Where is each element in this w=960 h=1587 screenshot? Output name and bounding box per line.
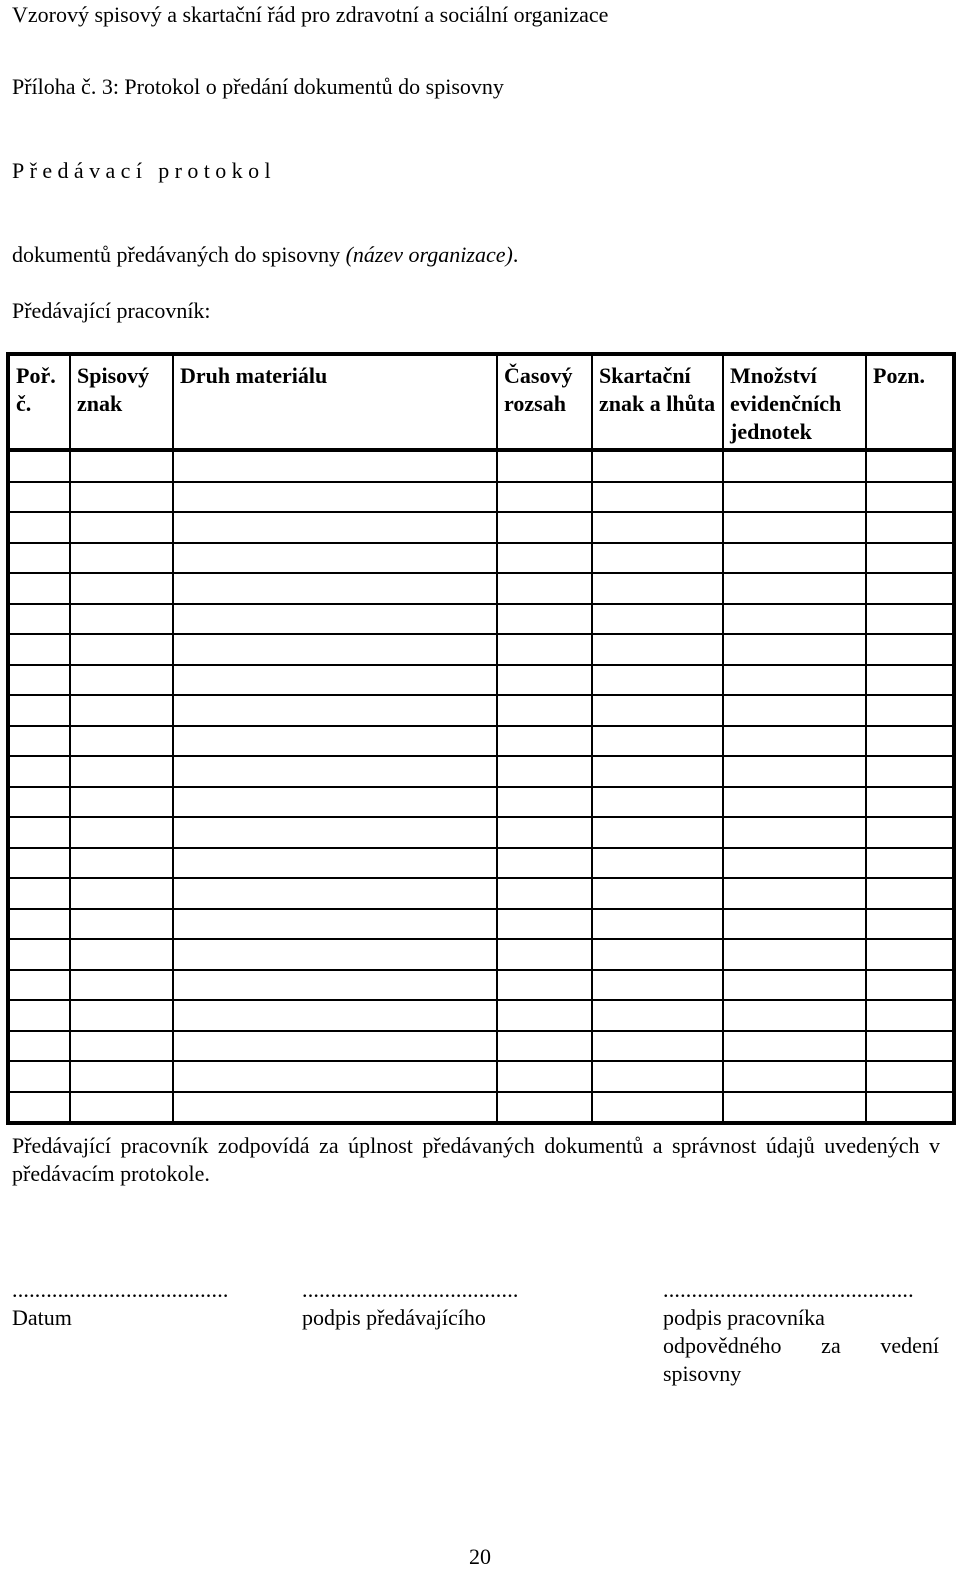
table-cell [173, 450, 497, 482]
table-cell [8, 634, 70, 665]
table-cell [866, 817, 954, 848]
table-cell [497, 1031, 592, 1062]
table-cell [723, 878, 866, 909]
archive-signature-block [663, 1276, 939, 1388]
table-row [8, 1000, 954, 1031]
table-row [8, 939, 954, 970]
table-header-row [8, 354, 954, 450]
table-cell [866, 1092, 954, 1124]
table-cell [866, 634, 954, 665]
table-cell [723, 665, 866, 696]
col-header-order-number: Poř. č. [8, 354, 70, 450]
table-cell [497, 878, 592, 909]
table-cell [70, 573, 173, 604]
table-cell [866, 604, 954, 635]
table-cell [723, 1092, 866, 1124]
table-cell [866, 1031, 954, 1062]
annex-title: Příloha č. 3: Protokol o předání dokumentů do spisovny [12, 74, 504, 99]
table-cell [173, 1092, 497, 1124]
table-cell [497, 665, 592, 696]
table-cell [497, 695, 592, 726]
table-cell [8, 970, 70, 1001]
table-cell [8, 848, 70, 879]
table-cell [866, 787, 954, 818]
table-cell [173, 848, 497, 879]
handover-signature-block [302, 1276, 519, 1332]
table-cell [173, 787, 497, 818]
table-cell [173, 1031, 497, 1062]
archive-signature-label-3: spisovny [663, 1361, 742, 1386]
col-header-file-mark: Spisový znak [70, 354, 173, 450]
document-header: Vzorový spisový a skartační řád pro zdravotní a sociální organizace [12, 2, 609, 27]
table-cell [497, 450, 592, 482]
table-cell [866, 756, 954, 787]
table-cell [723, 482, 866, 513]
table-cell [173, 878, 497, 909]
table-cell [70, 695, 173, 726]
table-cell [8, 482, 70, 513]
table-cell [70, 848, 173, 879]
table-row [8, 817, 954, 848]
table-row [8, 787, 954, 818]
table-cell [173, 817, 497, 848]
table-cell [723, 939, 866, 970]
table-cell [8, 1061, 70, 1092]
table-cell [8, 1031, 70, 1062]
archive-dotted-line: ............................................ [663, 1277, 914, 1302]
table-row [8, 726, 954, 757]
table-cell [173, 1061, 497, 1092]
table-cell [8, 665, 70, 696]
table-cell [497, 756, 592, 787]
table-cell [592, 482, 723, 513]
table-cell [866, 573, 954, 604]
table-cell [592, 1000, 723, 1031]
responsibility-statement: Předávající pracovník zodpovídá za úplnost předávaných dokumentů a správnost údajů uvedených v předávacím protokole. [12, 1133, 940, 1186]
table-cell [497, 817, 592, 848]
table-cell [70, 1031, 173, 1062]
table-cell [173, 482, 497, 513]
table-cell [592, 695, 723, 726]
table-cell [723, 787, 866, 818]
table-cell [70, 450, 173, 482]
table-row [8, 909, 954, 940]
table-cell [723, 970, 866, 1001]
table-cell [592, 909, 723, 940]
table-cell [592, 1092, 723, 1124]
col-header-quantity: Množství evidenčních jednotek [723, 354, 866, 450]
table-cell [497, 634, 592, 665]
table-cell [8, 817, 70, 848]
table-row [8, 756, 954, 787]
table-cell [592, 1061, 723, 1092]
table-cell [723, 726, 866, 757]
table-cell [497, 1061, 592, 1092]
table-row [8, 604, 954, 635]
table-cell [592, 1031, 723, 1062]
protocol-heading: Předávací protokol [12, 158, 276, 183]
table-row [8, 695, 954, 726]
table-cell [173, 756, 497, 787]
table-row [8, 1031, 954, 1062]
table-cell [866, 1061, 954, 1092]
table-cell [592, 970, 723, 1001]
table-cell [592, 543, 723, 574]
col-header-note: Pozn. [866, 354, 954, 450]
table-cell [592, 634, 723, 665]
table-cell [592, 939, 723, 970]
table-cell [592, 726, 723, 757]
subtitle-suffix: . [512, 242, 519, 267]
table-cell [70, 665, 173, 696]
table-row [8, 573, 954, 604]
table-row [8, 1061, 954, 1092]
table-cell [173, 543, 497, 574]
table-cell [173, 909, 497, 940]
table-cell [866, 848, 954, 879]
table-cell [70, 756, 173, 787]
table-cell [592, 573, 723, 604]
table-cell [723, 1061, 866, 1092]
handing-worker-label: Předávající pracovník: [12, 298, 211, 323]
table-cell [723, 634, 866, 665]
table-cell [8, 543, 70, 574]
table-cell [70, 482, 173, 513]
table-cell [497, 1092, 592, 1124]
table-cell [173, 604, 497, 635]
subtitle-prefix: dokumentů předávaných do spisovny [12, 242, 346, 267]
table-cell [866, 1000, 954, 1031]
table-cell [70, 1061, 173, 1092]
table-cell [8, 756, 70, 787]
table-cell [497, 604, 592, 635]
handover-table [6, 352, 956, 1125]
table-cell [8, 1092, 70, 1124]
table-cell [723, 909, 866, 940]
table-row [8, 450, 954, 482]
table-cell [8, 573, 70, 604]
date-label: Datum [12, 1305, 72, 1330]
table-cell [70, 634, 173, 665]
table-cell [173, 1000, 497, 1031]
table-cell [173, 512, 497, 543]
table-cell [8, 878, 70, 909]
table-row [8, 970, 954, 1001]
table-cell [497, 573, 592, 604]
table-cell [866, 726, 954, 757]
table-cell [866, 543, 954, 574]
table-cell [8, 939, 70, 970]
table-cell [70, 1092, 173, 1124]
table-cell [866, 878, 954, 909]
table-cell [592, 817, 723, 848]
table-cell [866, 665, 954, 696]
table-cell [592, 878, 723, 909]
table-cell [173, 665, 497, 696]
col-header-time-range: Časový rozsah [497, 354, 592, 450]
table-cell [70, 604, 173, 635]
table-cell [8, 726, 70, 757]
table-cell [173, 695, 497, 726]
table-cell [70, 817, 173, 848]
table-cell [723, 848, 866, 879]
table-cell [592, 787, 723, 818]
table-cell [8, 512, 70, 543]
table-cell [497, 970, 592, 1001]
table-cell [866, 970, 954, 1001]
table-cell [497, 482, 592, 513]
table-cell [70, 543, 173, 574]
col-header-shredding-mark: Skartační znak a lhůta [592, 354, 723, 450]
table-cell [70, 970, 173, 1001]
table-cell [497, 848, 592, 879]
table-row [8, 1092, 954, 1124]
table-cell [723, 756, 866, 787]
table-cell [497, 939, 592, 970]
table-cell [866, 482, 954, 513]
table-cell [70, 1000, 173, 1031]
table-cell [866, 450, 954, 482]
table-cell [497, 909, 592, 940]
table-cell [723, 512, 866, 543]
table-cell [173, 970, 497, 1001]
table-cell [592, 665, 723, 696]
table-cell [866, 695, 954, 726]
table-cell [497, 1000, 592, 1031]
archive-signature-label-2: odpovědného za vedení [663, 1333, 939, 1358]
table-cell [592, 512, 723, 543]
table-cell [173, 939, 497, 970]
table-cell [173, 634, 497, 665]
table-cell [592, 756, 723, 787]
table-cell [592, 848, 723, 879]
table-cell [866, 512, 954, 543]
date-dotted-line: ...................................... [12, 1277, 229, 1302]
table-cell [723, 1000, 866, 1031]
table-cell [70, 909, 173, 940]
table-cell [723, 573, 866, 604]
table-row [8, 543, 954, 574]
table-cell [70, 939, 173, 970]
table-cell [866, 939, 954, 970]
table-cell [8, 695, 70, 726]
table-body [8, 450, 954, 1123]
table-cell [8, 1000, 70, 1031]
handover-signature-label: podpis předávajícího [302, 1305, 486, 1330]
table-row [8, 665, 954, 696]
table-cell [173, 726, 497, 757]
table-cell [723, 817, 866, 848]
table-cell [70, 787, 173, 818]
date-signature-block [12, 1276, 229, 1332]
table-row [8, 482, 954, 513]
table-cell [723, 695, 866, 726]
table-cell [723, 543, 866, 574]
organization-name-placeholder: (název organizace) [345, 242, 513, 267]
subtitle [12, 242, 518, 268]
page-number: 20 [469, 1544, 491, 1569]
table-cell [497, 512, 592, 543]
table-row [8, 634, 954, 665]
table-cell [866, 909, 954, 940]
table-cell [592, 450, 723, 482]
table-cell [497, 787, 592, 818]
table-cell [723, 604, 866, 635]
table-cell [8, 787, 70, 818]
table-cell [8, 450, 70, 482]
table-cell [497, 543, 592, 574]
col-header-material-type: Druh materiálu [173, 354, 497, 450]
table-cell [173, 573, 497, 604]
table-row [8, 848, 954, 879]
archive-signature-label-1: podpis pracovníka [663, 1305, 825, 1330]
table-cell [8, 909, 70, 940]
table-cell [592, 604, 723, 635]
handover-dotted-line: ...................................... [302, 1277, 519, 1302]
table-cell [70, 878, 173, 909]
table-cell [70, 726, 173, 757]
table-cell [497, 726, 592, 757]
table-cell [723, 1031, 866, 1062]
table-cell [8, 604, 70, 635]
table-row [8, 512, 954, 543]
table-row [8, 878, 954, 909]
table-cell [70, 512, 173, 543]
table-cell [723, 450, 866, 482]
